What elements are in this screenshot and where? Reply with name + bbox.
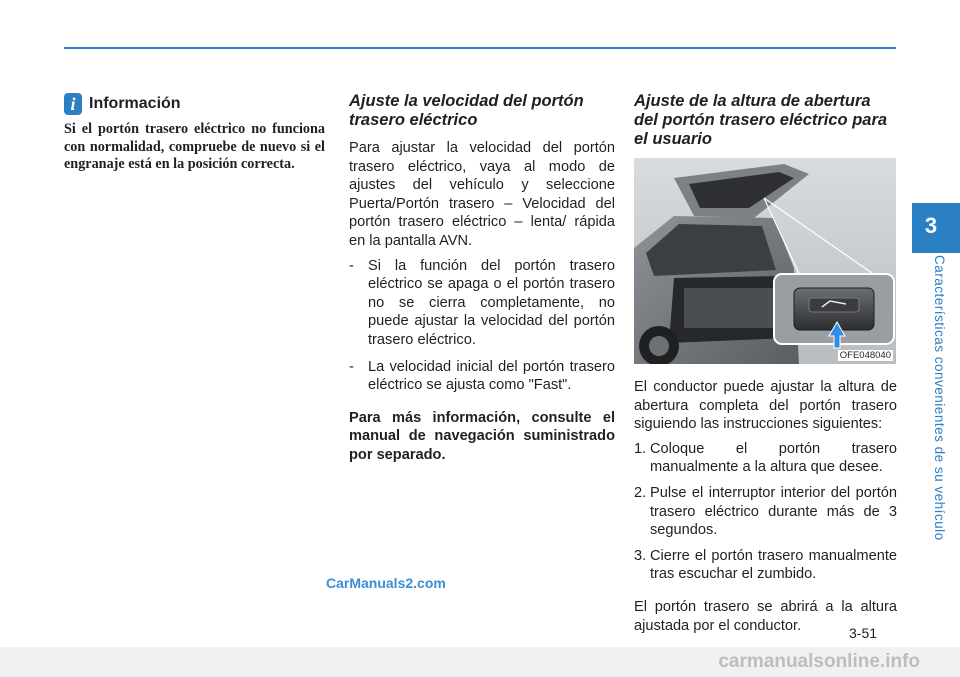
list-item — [634, 547, 897, 584]
tailgate-photo — [634, 158, 896, 364]
header-rule — [64, 47, 896, 49]
footer-watermark — [0, 647, 960, 677]
list-item: - La velocidad inicial del portón trasero eléctrico se ajusta como "Fast". — [349, 358, 615, 394]
step-number: 2. — [634, 484, 647, 501]
step-text: Coloque el portón trasero manualmente a la altura que desee. — [650, 440, 897, 476]
image-caption: OFE048040 — [839, 350, 891, 361]
watermark-link[interactable]: CarManuals2.com — [326, 575, 446, 591]
chapter-title: Características convenientes de su vehículo — [932, 255, 947, 541]
step-number: 3. — [634, 547, 647, 564]
height-section-title: Ajuste de la altura de abertura del portón trasero eléctrico para el usuario — [634, 92, 888, 148]
list-item — [634, 440, 897, 477]
step-number: 1. — [634, 440, 647, 457]
step-text: Cierre el portón trasero manualmente tras escuchar el zumbido. — [650, 547, 897, 583]
info-text: Si el portón trasero eléctrico no funciona con normalidad, compruebe de nuevo si el engranaje está en la posición correcta. — [64, 121, 325, 172]
height-section — [634, 92, 897, 641]
speed-section — [349, 92, 615, 465]
tailgate-illustration — [634, 158, 896, 364]
info-title: Información — [89, 95, 181, 112]
chapter-number: 3 — [924, 213, 938, 238]
page-number: 3-51 — [849, 625, 878, 641]
list-item — [634, 484, 897, 540]
speed-section-note: Para más información, consulte el manual de navegación suministrado por separado. — [349, 409, 615, 463]
height-section-paragraph: El conductor puede ajustar la altura de abertura completa del portón trasero siguiendo las instrucciones siguientes: — [634, 379, 897, 433]
chapter-tab — [912, 203, 960, 253]
speed-section-paragraph: Para ajustar la velocidad del portón trasero eléctrico, vaya al modo de ajustes del vehículo y seleccione Puerta/Portón trasero – Velocidad del portón trasero eléctrico – lenta/ rápida en la pantalla AVN. — [349, 140, 615, 249]
footer-brand-text: carmanualsonline.info — [718, 651, 920, 672]
height-section-closing: El portón trasero se abrirá a la altura ajustada por el conductor. — [634, 598, 897, 634]
info-header — [64, 93, 181, 115]
info-icon: i — [64, 93, 82, 115]
list-item: - Si la función del portón trasero eléctrico se apaga o el portón trasero no se cierra completamente, no puede ajustar la velocidad del portón trasero eléctrico. — [349, 257, 615, 348]
speed-section-title: Ajuste la velocidad del portón trasero eléctrico — [349, 92, 584, 129]
step-text: Pulse el interruptor interior del portón trasero eléctrico durante más de 3 segundos. — [650, 484, 897, 539]
list-item-text: Si la función del portón trasero eléctrico se apaga o el portón trasero no se cierra completamente, no puede ajustar la velocidad del portón trasero eléctrico. — [368, 257, 615, 348]
list-item-text: La velocidad inicial del portón trasero eléctrico se ajusta como "Fast". — [368, 358, 615, 394]
